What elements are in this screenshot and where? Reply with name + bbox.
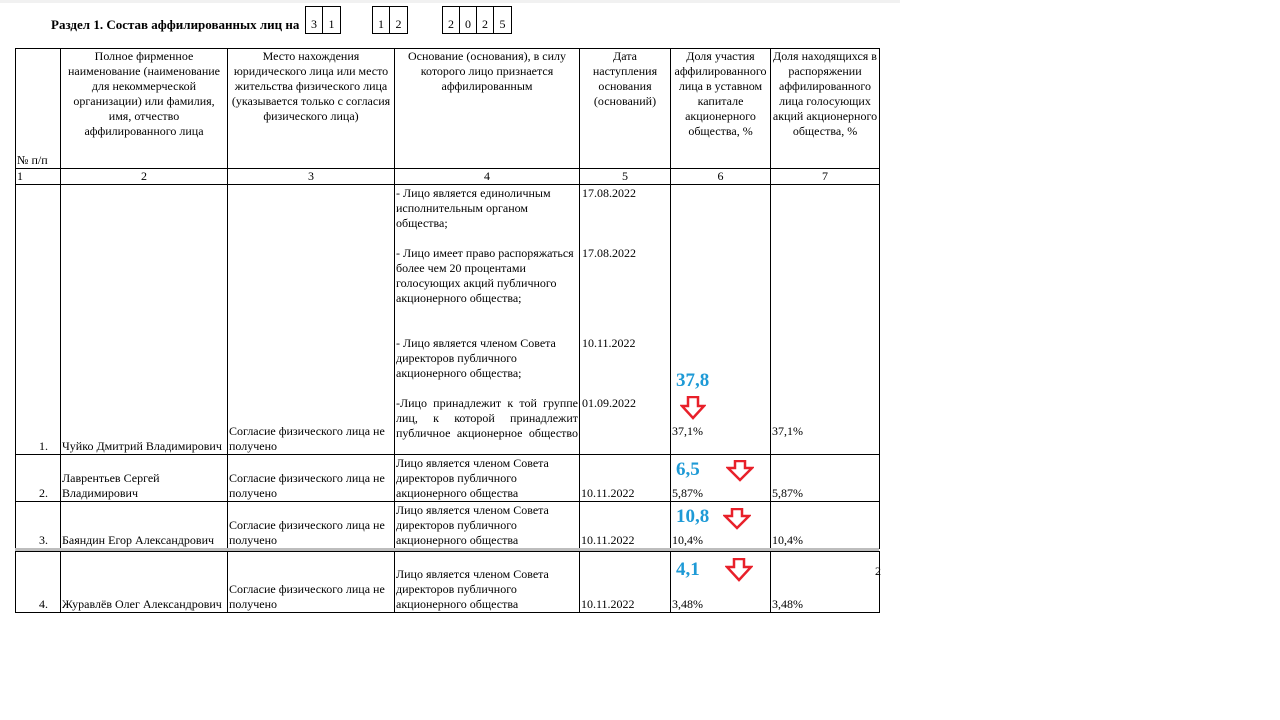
date-digit: 3 [306,7,323,33]
column-index: 6 [671,169,771,185]
row-number: 3. [16,502,61,549]
basis-date: 17.08.2022 [582,186,636,200]
affiliate-basis: Лицо является членом Совета директоров публичного акционерного общества [395,455,580,502]
header-name: Полное фирменное наименование (наименование для некоммерческой организации) или фамилия, имя, отчество аффилированного лица [61,49,228,169]
basis-date: 10.11.2022 [580,502,671,549]
affiliate-location: Согласие физического лица не получено [228,455,395,502]
share-votes: 37,1% [771,185,880,455]
header-row [16,49,880,169]
share-votes: 10,4% [771,502,880,549]
arrow-down-icon [723,508,751,530]
basis-text: - Лицо является членом Совета директоров публичного акционерного общества; [396,336,556,380]
basis-date: 17.08.2022 [582,246,636,260]
basis-date: 01.09.2022 [582,396,636,410]
annotation-value: 10,8 [676,506,710,527]
column-index: 2 [61,169,228,185]
column-index-row [16,169,880,185]
header-share-votes: Доля находящихся в распоряжении аффилированного лица голосующих акций акционерного общества, % [771,49,880,169]
affiliates-table-continued [15,551,880,613]
arrow-down-icon [726,460,754,482]
affiliate-basis: Лицо является членом Совета директоров публичного акционерного общества [395,552,580,613]
date-digit: 1 [328,17,335,31]
table-row [16,502,880,549]
share-votes: 5,87% [771,455,880,502]
header-share-capital: Доля участия аффилированного лица в уставном капитале акционерного общества, % [671,49,771,169]
share-capital-value: 3,48% [672,597,703,611]
header-basis: Основание (основания), в силу которого лицо признается аффилированным [395,49,580,169]
share-capital [671,455,771,502]
column-index: 4 [395,169,580,185]
share-capital [671,502,771,549]
header-location: Место нахождения юридического лица или место жительства физического лица (указывается только с согласия физического лица) [228,49,395,169]
share-capital [671,552,771,613]
date-day-box [305,6,341,34]
basis-date: 10.11.2022 [582,336,636,350]
annotation-value: 4,1 [676,559,700,580]
affiliates-table [15,48,880,549]
row-number: 2. [16,455,61,502]
share-capital [671,185,771,455]
affiliate-name: Баяндин Егор Александрович [61,502,228,549]
affiliate-location: Согласие физического лица не получено [228,502,395,549]
date-digit: 1 [373,7,390,33]
date-digit: 0 [460,7,477,33]
row-number: 1. [16,185,61,455]
arrow-down-icon [725,558,753,582]
affiliate-location: Согласие физического лица не получено [228,185,395,455]
basis-text: - Лицо имеет право распоряжаться более чем 20 процентами голосующих акций публичного акционерного общества; [396,246,574,305]
column-index: 5 [580,169,671,185]
column-index: 1 [16,169,61,185]
date-month-box [372,6,408,34]
basis-date: 10.11.2022 [580,455,671,502]
page-number: 2 [875,564,881,578]
row-number: 4. [16,552,61,613]
affiliate-basis: Лицо является членом Совета директоров публичного акционерного общества [395,502,580,549]
annotation-value: 6,5 [676,459,700,480]
arrow-down-icon [680,396,706,420]
date-digit: 2 [395,17,402,31]
basis-date: 10.11.2022 [580,552,671,613]
affiliate-name: Журавлёв Олег Александрович [61,552,228,613]
affiliate-name: Лаврентьев Сергей Владимирович [61,455,228,502]
affiliate-name: Чуйко Дмитрий Владимирович [61,185,228,455]
table-row [16,552,880,613]
date-year-box [442,6,512,34]
share-capital-value: 5,87% [672,486,703,500]
table-row [16,455,880,502]
header-num: № п/п [16,49,61,169]
section-title: Раздел 1. Состав аффилированных лиц на [51,17,300,32]
annotation-value: 37,8 [676,370,710,391]
basis-text: - Лицо является единоличным исполнительным органом общества; [396,186,551,230]
date-digit: 2 [477,7,494,33]
page-top-edge [0,0,900,3]
affiliate-location: Согласие физического лица не получено [228,552,395,613]
affiliate-bases [395,185,580,455]
date-digit: 2 [443,7,460,33]
column-index: 7 [771,169,880,185]
share-votes: 3,48% [771,552,880,613]
basis-text: -Лицо принадлежит к той группе лиц, к которой принадлежит публичное акционерное общество [396,396,578,440]
table-row [16,185,880,455]
date-digit: 5 [499,17,506,31]
column-index: 3 [228,169,395,185]
basis-dates [580,185,671,455]
header-date: Дата наступления основания (оснований) [580,49,671,169]
share-capital-value: 10,4% [672,533,703,547]
share-capital-value: 37,1% [672,424,703,438]
